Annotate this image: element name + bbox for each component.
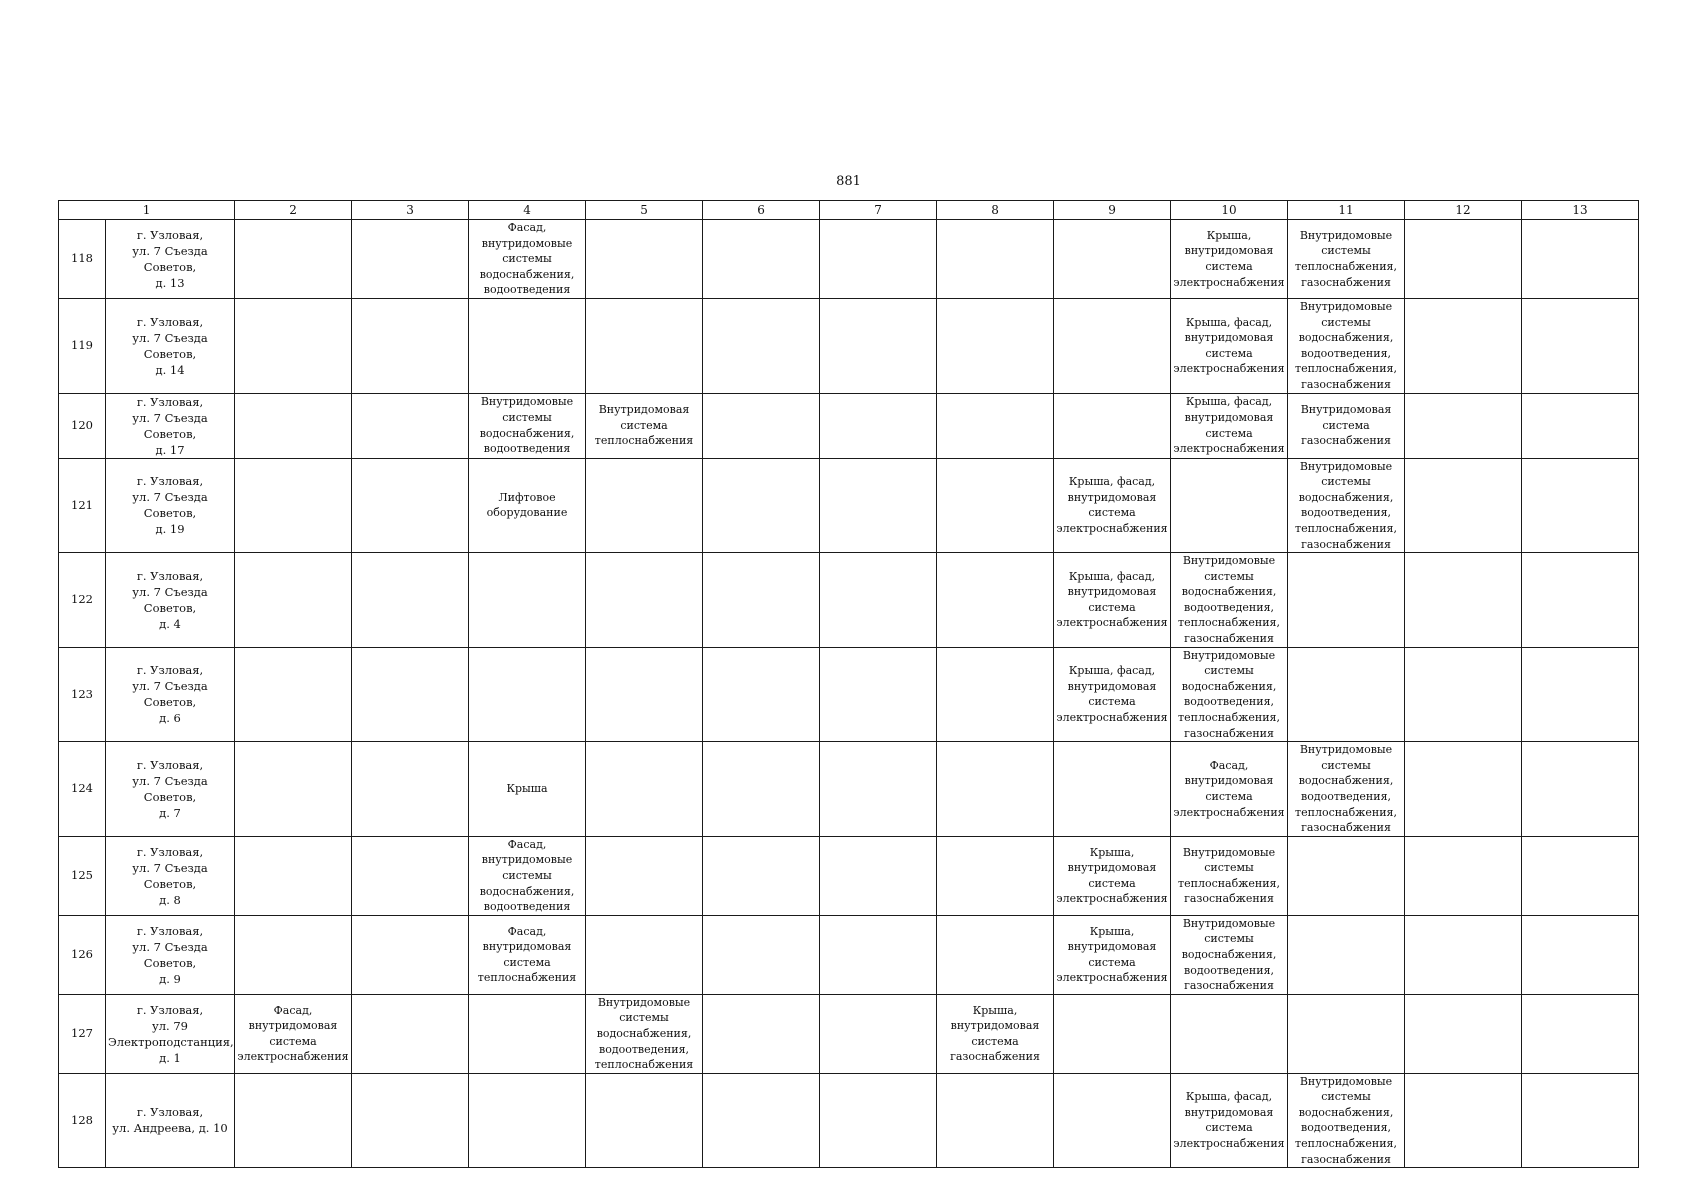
table-cell-col-10: Внутридомовые системы водоснабжения, водоотведения, теплоснабжения, газоснабжения <box>1171 647 1288 742</box>
table-cell-col-7 <box>820 458 937 553</box>
table-cell-col-12 <box>1405 836 1522 915</box>
row-number: 127 <box>59 994 106 1073</box>
table-cell-col-7 <box>820 298 937 393</box>
table-cell-col-12 <box>1405 393 1522 458</box>
table-cell-col-8 <box>937 298 1054 393</box>
table-cell-col-4: Внутридомовые системы водоснабжения, водоотведения <box>469 393 586 458</box>
table-cell-col-7 <box>820 553 937 648</box>
table-cell-col-12 <box>1405 915 1522 994</box>
table-cell-col-13 <box>1522 915 1639 994</box>
table-cell-col-7 <box>820 742 937 837</box>
table-cell-col-4: Лифтовое оборудование <box>469 458 586 553</box>
table-cell-col-13 <box>1522 647 1639 742</box>
table-cell-col-11: Внутридомовая система газоснабжения <box>1288 393 1405 458</box>
table-cell-col-2 <box>235 220 352 299</box>
table-cell-col-9: Крыша, фасад, внутридомовая система электроснабжения <box>1054 458 1171 553</box>
row-number: 128 <box>59 1073 106 1168</box>
table-cell-col-8 <box>937 915 1054 994</box>
address-cell: г. Узловая, ул. 79 Электроподстанция, д. 1 <box>106 994 235 1073</box>
table-cell-col-10: Крыша, внутридомовая система электроснабжения <box>1171 220 1288 299</box>
table-cell-col-13 <box>1522 836 1639 915</box>
table-cell-col-5 <box>586 553 703 648</box>
table-cell-col-12 <box>1405 553 1522 648</box>
column-header-2: 2 <box>235 201 352 220</box>
table-cell-col-5 <box>586 1073 703 1168</box>
table-cell-col-9: Крыша, внутридомовая система электроснабжения <box>1054 915 1171 994</box>
column-header-1: 1 <box>59 201 235 220</box>
table-cell-col-11: Внутридомовые системы водоснабжения, водоотведения, теплоснабжения, газоснабжения <box>1288 298 1405 393</box>
table-cell-col-7 <box>820 220 937 299</box>
header-row <box>59 201 1639 220</box>
table-cell-col-11: Внутридомовые системы водоснабжения, водоотведения, теплоснабжения, газоснабжения <box>1288 458 1405 553</box>
table-cell-col-8 <box>937 220 1054 299</box>
table-cell-col-4 <box>469 298 586 393</box>
column-header-8: 8 <box>937 201 1054 220</box>
table-cell-col-5: Внутридомовые системы водоснабжения, водоотведения, теплоснабжения <box>586 994 703 1073</box>
table-cell-col-2: Фасад, внутридомовая система электроснабжения <box>235 994 352 1073</box>
table-cell-col-4 <box>469 647 586 742</box>
column-header-7: 7 <box>820 201 937 220</box>
table-cell-col-8 <box>937 458 1054 553</box>
table-row <box>59 742 1639 837</box>
table-cell-col-2 <box>235 393 352 458</box>
table-cell-col-13 <box>1522 220 1639 299</box>
table-cell-col-10: Внутридомовые системы водоснабжения, водоотведения, газоснабжения <box>1171 915 1288 994</box>
table-cell-col-9 <box>1054 393 1171 458</box>
repair-schedule-table <box>58 200 1639 1168</box>
table-cell-col-4: Фасад, внутридомовая система теплоснабжения <box>469 915 586 994</box>
table-cell-col-5 <box>586 298 703 393</box>
table-cell-col-7 <box>820 994 937 1073</box>
column-header-9: 9 <box>1054 201 1171 220</box>
table-cell-col-6 <box>703 647 820 742</box>
table-cell-col-2 <box>235 742 352 837</box>
table-cell-col-2 <box>235 553 352 648</box>
column-header-10: 10 <box>1171 201 1288 220</box>
table-cell-col-2 <box>235 836 352 915</box>
table-cell-col-10: Внутридомовые системы теплоснабжения, газоснабжения <box>1171 836 1288 915</box>
table-cell-col-4: Фасад, внутридомовые системы водоснабжения, водоотведения <box>469 836 586 915</box>
table-cell-col-8 <box>937 553 1054 648</box>
address-cell: г. Узловая, ул. 7 Съезда Советов, д. 13 <box>106 220 235 299</box>
table-cell-col-13 <box>1522 553 1639 648</box>
table-cell-col-6 <box>703 393 820 458</box>
table-cell-col-12 <box>1405 298 1522 393</box>
table-cell-col-2 <box>235 647 352 742</box>
table-cell-col-3 <box>352 1073 469 1168</box>
table-cell-col-7 <box>820 1073 937 1168</box>
page-number: 881 <box>836 174 861 189</box>
table-cell-col-13 <box>1522 742 1639 837</box>
table-cell-col-10: Крыша, фасад, внутридомовая система электроснабжения <box>1171 393 1288 458</box>
table-cell-col-3 <box>352 994 469 1073</box>
table-cell-col-13 <box>1522 458 1639 553</box>
table-cell-col-6 <box>703 915 820 994</box>
table-cell-col-9: Крыша, фасад, внутридомовая система электроснабжения <box>1054 647 1171 742</box>
table-cell-col-5 <box>586 915 703 994</box>
table-body <box>59 220 1639 1168</box>
address-cell: г. Узловая, ул. 7 Съезда Советов, д. 4 <box>106 553 235 648</box>
table-cell-col-6 <box>703 458 820 553</box>
table-cell-col-7 <box>820 915 937 994</box>
table-cell-col-9: Крыша, внутридомовая система электроснабжения <box>1054 836 1171 915</box>
table-cell-col-9: Крыша, фасад, внутридомовая система электроснабжения <box>1054 553 1171 648</box>
table-row <box>59 915 1639 994</box>
table-cell-col-5 <box>586 836 703 915</box>
table-cell-col-13 <box>1522 994 1639 1073</box>
table-cell-col-2 <box>235 915 352 994</box>
table-cell-col-10 <box>1171 994 1288 1073</box>
table-cell-col-3 <box>352 393 469 458</box>
table-cell-col-9 <box>1054 1073 1171 1168</box>
table-cell-col-8 <box>937 647 1054 742</box>
table-cell-col-13 <box>1522 393 1639 458</box>
column-header-3: 3 <box>352 201 469 220</box>
table-cell-col-11: Внутридомовые системы теплоснабжения, газоснабжения <box>1288 220 1405 299</box>
table-cell-col-9 <box>1054 220 1171 299</box>
table-row <box>59 836 1639 915</box>
table-cell-col-8 <box>937 1073 1054 1168</box>
table-row <box>59 553 1639 648</box>
address-cell: г. Узловая, ул. 7 Съезда Советов, д. 17 <box>106 393 235 458</box>
address-cell: г. Узловая, ул. 7 Съезда Советов, д. 7 <box>106 742 235 837</box>
table-cell-col-4 <box>469 994 586 1073</box>
table-cell-col-2 <box>235 458 352 553</box>
table-cell-col-3 <box>352 647 469 742</box>
table-cell-col-13 <box>1522 1073 1639 1168</box>
table-cell-col-8 <box>937 836 1054 915</box>
column-header-4: 4 <box>469 201 586 220</box>
address-cell: г. Узловая, ул. 7 Съезда Советов, д. 14 <box>106 298 235 393</box>
row-number: 123 <box>59 647 106 742</box>
table-row <box>59 1073 1639 1168</box>
table-cell-col-5 <box>586 647 703 742</box>
table-cell-col-11: Внутридомовые системы водоснабжения, водоотведения, теплоснабжения, газоснабжения <box>1288 742 1405 837</box>
table-cell-col-12 <box>1405 742 1522 837</box>
table-cell-col-3 <box>352 742 469 837</box>
table-cell-col-11 <box>1288 647 1405 742</box>
table-header <box>59 201 1639 220</box>
table-cell-col-11: Внутридомовые системы водоснабжения, водоотведения, теплоснабжения, газоснабжения <box>1288 1073 1405 1168</box>
table-row <box>59 994 1639 1073</box>
table-cell-col-8: Крыша, внутридомовая система газоснабжения <box>937 994 1054 1073</box>
table-cell-col-5 <box>586 742 703 837</box>
table-cell-col-3 <box>352 298 469 393</box>
table-cell-col-12 <box>1405 1073 1522 1168</box>
column-header-13: 13 <box>1522 201 1639 220</box>
table-cell-col-2 <box>235 1073 352 1168</box>
table-cell-col-12 <box>1405 220 1522 299</box>
table-cell-col-7 <box>820 836 937 915</box>
table-cell-col-9 <box>1054 994 1171 1073</box>
table-row <box>59 298 1639 393</box>
table-cell-col-3 <box>352 220 469 299</box>
address-cell: г. Узловая, ул. Андреева, д. 10 <box>106 1073 235 1168</box>
column-header-12: 12 <box>1405 201 1522 220</box>
table-cell-col-2 <box>235 298 352 393</box>
table-cell-col-10: Фасад, внутридомовая система электроснабжения <box>1171 742 1288 837</box>
table-cell-col-10 <box>1171 458 1288 553</box>
row-number: 122 <box>59 553 106 648</box>
row-number: 126 <box>59 915 106 994</box>
table-cell-col-6 <box>703 553 820 648</box>
table-cell-col-11 <box>1288 915 1405 994</box>
column-header-6: 6 <box>703 201 820 220</box>
column-header-11: 11 <box>1288 201 1405 220</box>
table-cell-col-7 <box>820 393 937 458</box>
table-cell-col-3 <box>352 915 469 994</box>
table-cell-col-5: Внутридомовая система теплоснабжения <box>586 393 703 458</box>
table-cell-col-5 <box>586 220 703 299</box>
table-cell-col-10: Крыша, фасад, внутридомовая система электроснабжения <box>1171 298 1288 393</box>
table-cell-col-8 <box>937 742 1054 837</box>
column-header-5: 5 <box>586 201 703 220</box>
table-cell-col-10: Внутридомовые системы водоснабжения, водоотведения, теплоснабжения, газоснабжения <box>1171 553 1288 648</box>
address-cell: г. Узловая, ул. 7 Съезда Советов, д. 6 <box>106 647 235 742</box>
address-cell: г. Узловая, ул. 7 Съезда Советов, д. 8 <box>106 836 235 915</box>
table-cell-col-12 <box>1405 458 1522 553</box>
table-cell-col-6 <box>703 994 820 1073</box>
table-cell-col-9 <box>1054 742 1171 837</box>
table-row <box>59 458 1639 553</box>
table-cell-col-3 <box>352 458 469 553</box>
row-number: 124 <box>59 742 106 837</box>
table-cell-col-9 <box>1054 298 1171 393</box>
table-cell-col-12 <box>1405 994 1522 1073</box>
row-number: 121 <box>59 458 106 553</box>
table-cell-col-11 <box>1288 553 1405 648</box>
row-number: 119 <box>59 298 106 393</box>
row-number: 118 <box>59 220 106 299</box>
table-row <box>59 220 1639 299</box>
table-cell-col-6 <box>703 1073 820 1168</box>
table-cell-col-3 <box>352 836 469 915</box>
table-row <box>59 647 1639 742</box>
table-cell-col-6 <box>703 742 820 837</box>
table-cell-col-12 <box>1405 647 1522 742</box>
row-number: 125 <box>59 836 106 915</box>
table-cell-col-10: Крыша, фасад, внутридомовая система электроснабжения <box>1171 1073 1288 1168</box>
address-cell: г. Узловая, ул. 7 Съезда Советов, д. 19 <box>106 458 235 553</box>
table-cell-col-8 <box>937 393 1054 458</box>
table-row <box>59 393 1639 458</box>
table-cell-col-4: Крыша <box>469 742 586 837</box>
table-cell-col-4 <box>469 553 586 648</box>
table-cell-col-11 <box>1288 836 1405 915</box>
table-cell-col-6 <box>703 220 820 299</box>
row-number: 120 <box>59 393 106 458</box>
table-cell-col-13 <box>1522 298 1639 393</box>
table-cell-col-4 <box>469 1073 586 1168</box>
table-cell-col-4: Фасад, внутридомовые системы водоснабжения, водоотведения <box>469 220 586 299</box>
table-cell-col-11 <box>1288 994 1405 1073</box>
table-cell-col-5 <box>586 458 703 553</box>
address-cell: г. Узловая, ул. 7 Съезда Советов, д. 9 <box>106 915 235 994</box>
table-cell-col-6 <box>703 298 820 393</box>
table-cell-col-6 <box>703 836 820 915</box>
table-cell-col-7 <box>820 647 937 742</box>
table-cell-col-3 <box>352 553 469 648</box>
